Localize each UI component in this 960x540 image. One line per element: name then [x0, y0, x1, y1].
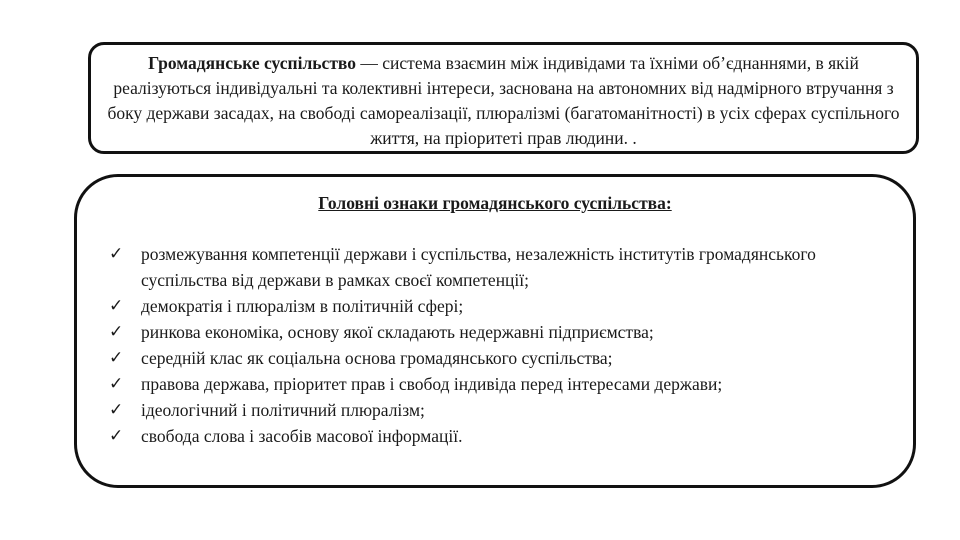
features-list — [109, 241, 899, 449]
list-item — [109, 345, 899, 371]
list-item-text: середній клас як соціальна основа громадянського суспільства; — [141, 348, 613, 368]
check-mark-icon: ✓ — [109, 400, 124, 420]
features-heading: Головні ознаки громадянського суспільства: — [318, 193, 672, 213]
list-item — [109, 397, 899, 423]
list-item-text: ідеологічний і політичний плюралізм; — [141, 400, 425, 420]
list-item — [109, 319, 899, 345]
definition-box — [88, 42, 919, 154]
list-item-text: свобода слова і засобів масової інформації. — [141, 426, 463, 446]
check-mark-icon: ✓ — [109, 244, 124, 264]
features-box — [74, 174, 916, 488]
list-item — [109, 241, 899, 293]
list-item-text: ринкова економіка, основу якої складають недержавні підприємства; — [141, 322, 654, 342]
list-item — [109, 293, 899, 319]
check-mark-icon: ✓ — [109, 426, 124, 446]
definition-term: Громадянське суспільство — [148, 53, 357, 73]
check-mark-icon: ✓ — [109, 374, 124, 394]
definition-text: — система взаємин між індивідами та їхніми об’єднаннями, в якій реалізуються індивідуальні та колективні інтереси, заснована на автономних від надмірного втручання з боку держави засадах, на свободі самореалізації, плюралізмі (багатоманітності) в усіх сферах суспільного життя, на пріоритеті прав людини. . — [107, 53, 900, 148]
check-mark-icon: ✓ — [109, 296, 124, 316]
list-item — [109, 423, 899, 449]
check-mark-icon: ✓ — [109, 322, 124, 342]
check-mark-icon: ✓ — [109, 348, 124, 368]
list-item-text: демократія і плюралізм в політичній сфері; — [141, 296, 464, 316]
list-item-text: правова держава, пріоритет прав і свобод індивіда перед інтересами держави; — [141, 374, 723, 394]
list-item — [109, 371, 899, 397]
list-item-text: розмежування компетенції держави і суспільства, незалежність інститутів громадянського суспільства від держави в рамках своєї компетенції; — [141, 244, 816, 290]
